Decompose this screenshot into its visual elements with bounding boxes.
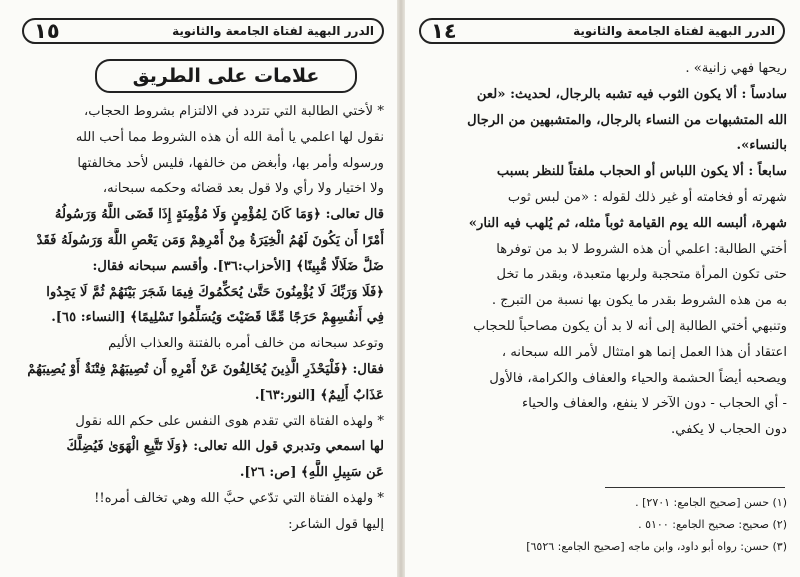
text-line: ريحها فهي زانية» . — [685, 61, 787, 76]
text-line: دون الحجاب لا يكفي. — [671, 422, 787, 438]
page-body — [18, 99, 384, 538]
section-title: علامات على الطريق — [95, 59, 357, 93]
text-line: فقال: ﴿فَلْيَحْذَرِ الَّذِينَ يُخَالِفُونَ عَنْ أَمْرِهِ أَن تُصِيبَهُمْ فِتْنَةٌ أَوْ يُصِيبَهُمْ — [27, 361, 384, 377]
text-line: نقول لها اعلمي يا أمة الله أن هذه الشروط مما أحب الله — [75, 129, 384, 145]
text-line: عَن سَبِيلِ اللَّهِ﴾ [ص: ٢٦]. — [239, 465, 384, 481]
text-line: شهرته أو فخامته أو غير ذلك لقوله : «من لبس ثوب — [507, 189, 787, 205]
text-line: ضَلَّ ضَلَالًا مُّبِينًا﴾ [الأحزاب:٣٦]. وأقسم سبحانه فقال: — [92, 258, 384, 274]
footnote: (٣) حسن: رواه أبو داود، وابن ماجه [صحيح الجامع: ٦٥٢٦] — [526, 540, 787, 553]
page-number: ١٥ — [34, 18, 60, 43]
text-line: شهرة، ألبسه الله يوم القيامة ثوباً مثله، ثم يُلهب فيه النار» — [468, 215, 787, 231]
text-line: اعتقاد أن هذا العمل إنما هو امتثال لأمر الله سبحانه ، — [501, 344, 787, 360]
header-title: الدرر البهية لفتاة الجامعة والثانوية — [573, 24, 775, 38]
footnote-divider — [605, 487, 785, 488]
text-line: وتوعد سبحانه من خالف أمره بالفتنة والعذاب الأليم — [108, 336, 384, 352]
text-line: لها اسمعي وتدبري قول الله تعالى: ﴿وَلَا تَتَّبِعِ الْهَوَىٰ فَيُضِلَّكَ — [66, 439, 384, 455]
text-line: ورسوله وأمر بها، وأبغض من خالفها، فليس لأحد مخالفتها — [77, 155, 384, 171]
text-line: ولا اختيار ولا رأي ولا قول بعد قضائه وحكمه سبحانه، — [102, 181, 384, 197]
text-line: سادساً : ألا يكون الثوب فيه تشبه بالرجال، لحديث: «لعن — [476, 86, 787, 102]
text-line: * ولهذه الفتاة التي تقدم هوى النفس على حكم الله نقول — [75, 413, 384, 429]
text-line: ويصحبه أيضاً الحشمة والحياء والعفاف والكرامة، فالأول — [489, 370, 787, 386]
right-page — [405, 0, 800, 577]
text-line: ﴿فَلَا وَرَبِّكَ لَا يُؤْمِنُونَ حَتَّىٰ يُحَكِّمُوكَ فِيمَا شَجَرَ بَيْنَهُمْ ثُمَّ لَا يَجِدُوا — [46, 284, 384, 300]
footnote: (١) حسن [صحيح الجامع: ٢٧٠١] . — [635, 496, 787, 509]
text-line: * لأختي الطالبة التي تتردد في الالتزام بشروط الحجاب، — [84, 104, 384, 119]
text-line: حتى تكون المرأة متحجبة ولربها متعبدة، وبقدر ما تخل — [496, 267, 787, 283]
left-page — [0, 0, 396, 577]
footnotes — [419, 492, 787, 558]
text-line: بالنساء». — [736, 138, 787, 154]
book-gutter — [397, 0, 405, 577]
page-header — [22, 18, 384, 44]
text-line: * ولهذه الفتاة التي تدّعي حبَّ الله وهي تخالف أمره!! — [94, 490, 384, 506]
text-line: وتنبهي أختي الطالبة إلى أنه لا بد أن يكون مصاحباً للحجاب — [473, 318, 787, 334]
text-line: إليها قول الشاعر: — [288, 516, 384, 532]
page-body — [419, 56, 787, 443]
text-line: عَذَابٌ أَلِيمٌ﴾ [النور:٦٣]. — [254, 387, 384, 403]
text-line: الله المتشبهات من النساء بالرجال، والمتشبهين من الرجال — [467, 112, 787, 128]
text-line: سابعاً : ألا يكون اللباس أو الحجاب ملفتاً للنظر بسبب — [496, 164, 787, 180]
page-number: ١٤ — [431, 18, 457, 43]
text-line: قال تعالى: ﴿وَمَا كَانَ لِمُؤْمِنٍ وَلَا مُؤْمِنَةٍ إِذَا قَضَى اللَّهُ وَرَسُولُهُ — [54, 207, 384, 223]
page-header — [419, 18, 785, 44]
text-line: به من هذه الشروط بقدر ما يكون بها نسبة من التبرج . — [491, 293, 787, 309]
text-line: فِي أَنفُسِهِمْ حَرَجًا مِّمَّا قَضَيْتَ وَيُسَلِّمُوا تَسْلِيمًا﴾ [النساء: ٦٥]. — [51, 310, 384, 326]
footnote: (٢) صحيح: صحيح الجامع: ٥١٠٠ . — [638, 518, 787, 531]
text-line: - أي الحجاب - دون الآخر لا ينفع، والعفاف والحياء — [522, 396, 787, 412]
text-line: أختي الطالبة: اعلمي أن هذه الشروط لا بد من توفرها — [496, 241, 787, 257]
text-line: أَمْرًا أَن يَكُونَ لَهُمُ الْخِيَرَةُ مِنْ أَمْرِهِمْ وَمَن يَعْصِ اللَّهَ وَرَسُولَهُ فَقَدْ — [36, 232, 384, 248]
header-title: الدرر البهية لفتاة الجامعة والثانوية — [172, 24, 374, 38]
